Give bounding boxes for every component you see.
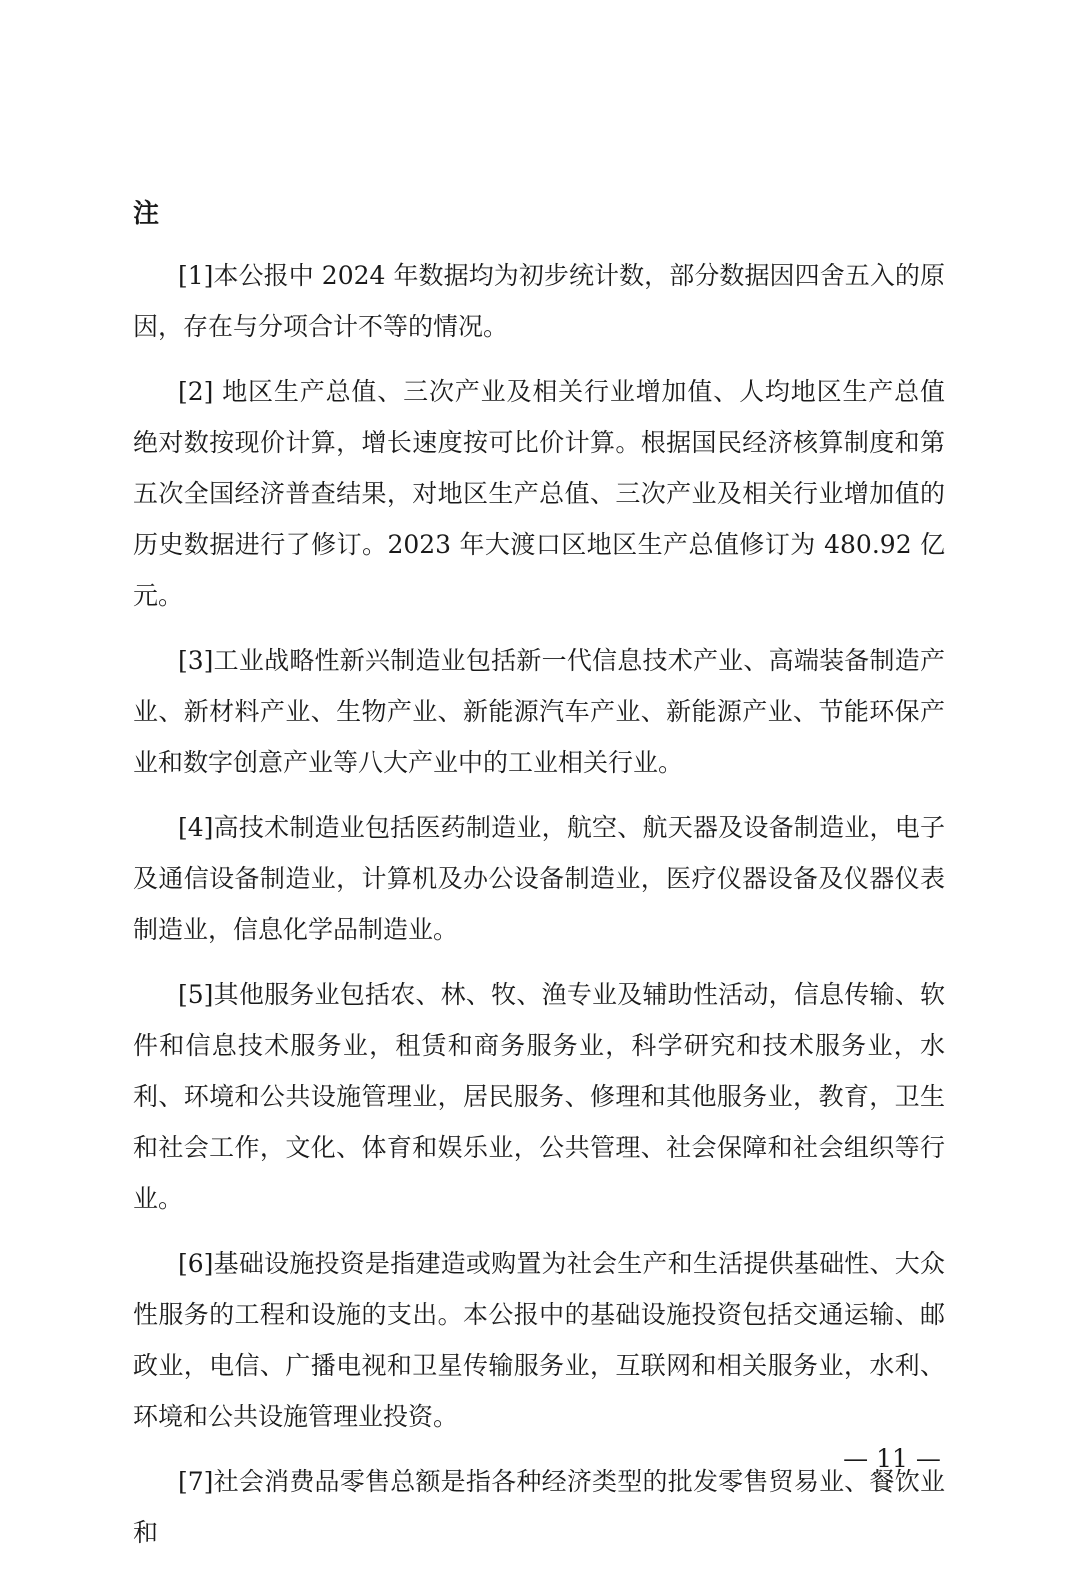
notes-heading: 注 [133, 199, 160, 229]
page-number: — 11 — [843, 1444, 941, 1473]
note-3: [3]工业战略性新兴制造业包括新一代信息技术产业、高端装备制造产业、新材料产业、生物产业、新能源汽车产业、新能源产业、节能环保产业和数字创意产业等八大产业中的工业相关行业。 [133, 646, 945, 777]
note-7: [7]社会消费品零售总额是指各种经济类型的批发零售贸易业、餐饮业和 [133, 1467, 945, 1547]
note-5: [5]其他服务业包括农、林、牧、渔专业及辅助性活动，信息传输、软件和信息技术服务业，租赁和商务服务业，科学研究和技术服务业，水利、环境和公共设施管理业，居民服务、修理和其他服务业，教育，卫生和社会工作，文化、体育和娱乐业，公共管理、社会保障和社会组织等行业。 [133, 980, 945, 1213]
notes-list [133, 250, 945, 1572]
note-6: [6]基础设施投资是指建造或购置为社会生产和生活提供基础性、大众性服务的工程和设施的支出。本公报中的基础设施投资包括交通运输、邮政业，电信、广播电视和卫星传输服务业，互联网和相关服务业，水利、环境和公共设施管理业投资。 [133, 1249, 945, 1431]
note-4: [4]高技术制造业包括医药制造业，航空、航天器及设备制造业，电子及通信设备制造业，计算机及办公设备制造业，医疗仪器设备及仪器仪表制造业，信息化学品制造业。 [133, 813, 945, 944]
note-1: [1]本公报中 2024 年数据均为初步统计数，部分数据因四舍五入的原因，存在与分项合计不等的情况。 [133, 261, 945, 341]
note-2: [2] 地区生产总值、三次产业及相关行业增加值、人均地区生产总值绝对数按现价计算，增长速度按可比价计算。根据国民经济核算制度和第五次全国经济普查结果，对地区生产总值、三次产业及相关行业增加值的历史数据进行了修订。2023 年大渡口区地区生产总值修订为 480.92 亿元。 [133, 377, 945, 610]
